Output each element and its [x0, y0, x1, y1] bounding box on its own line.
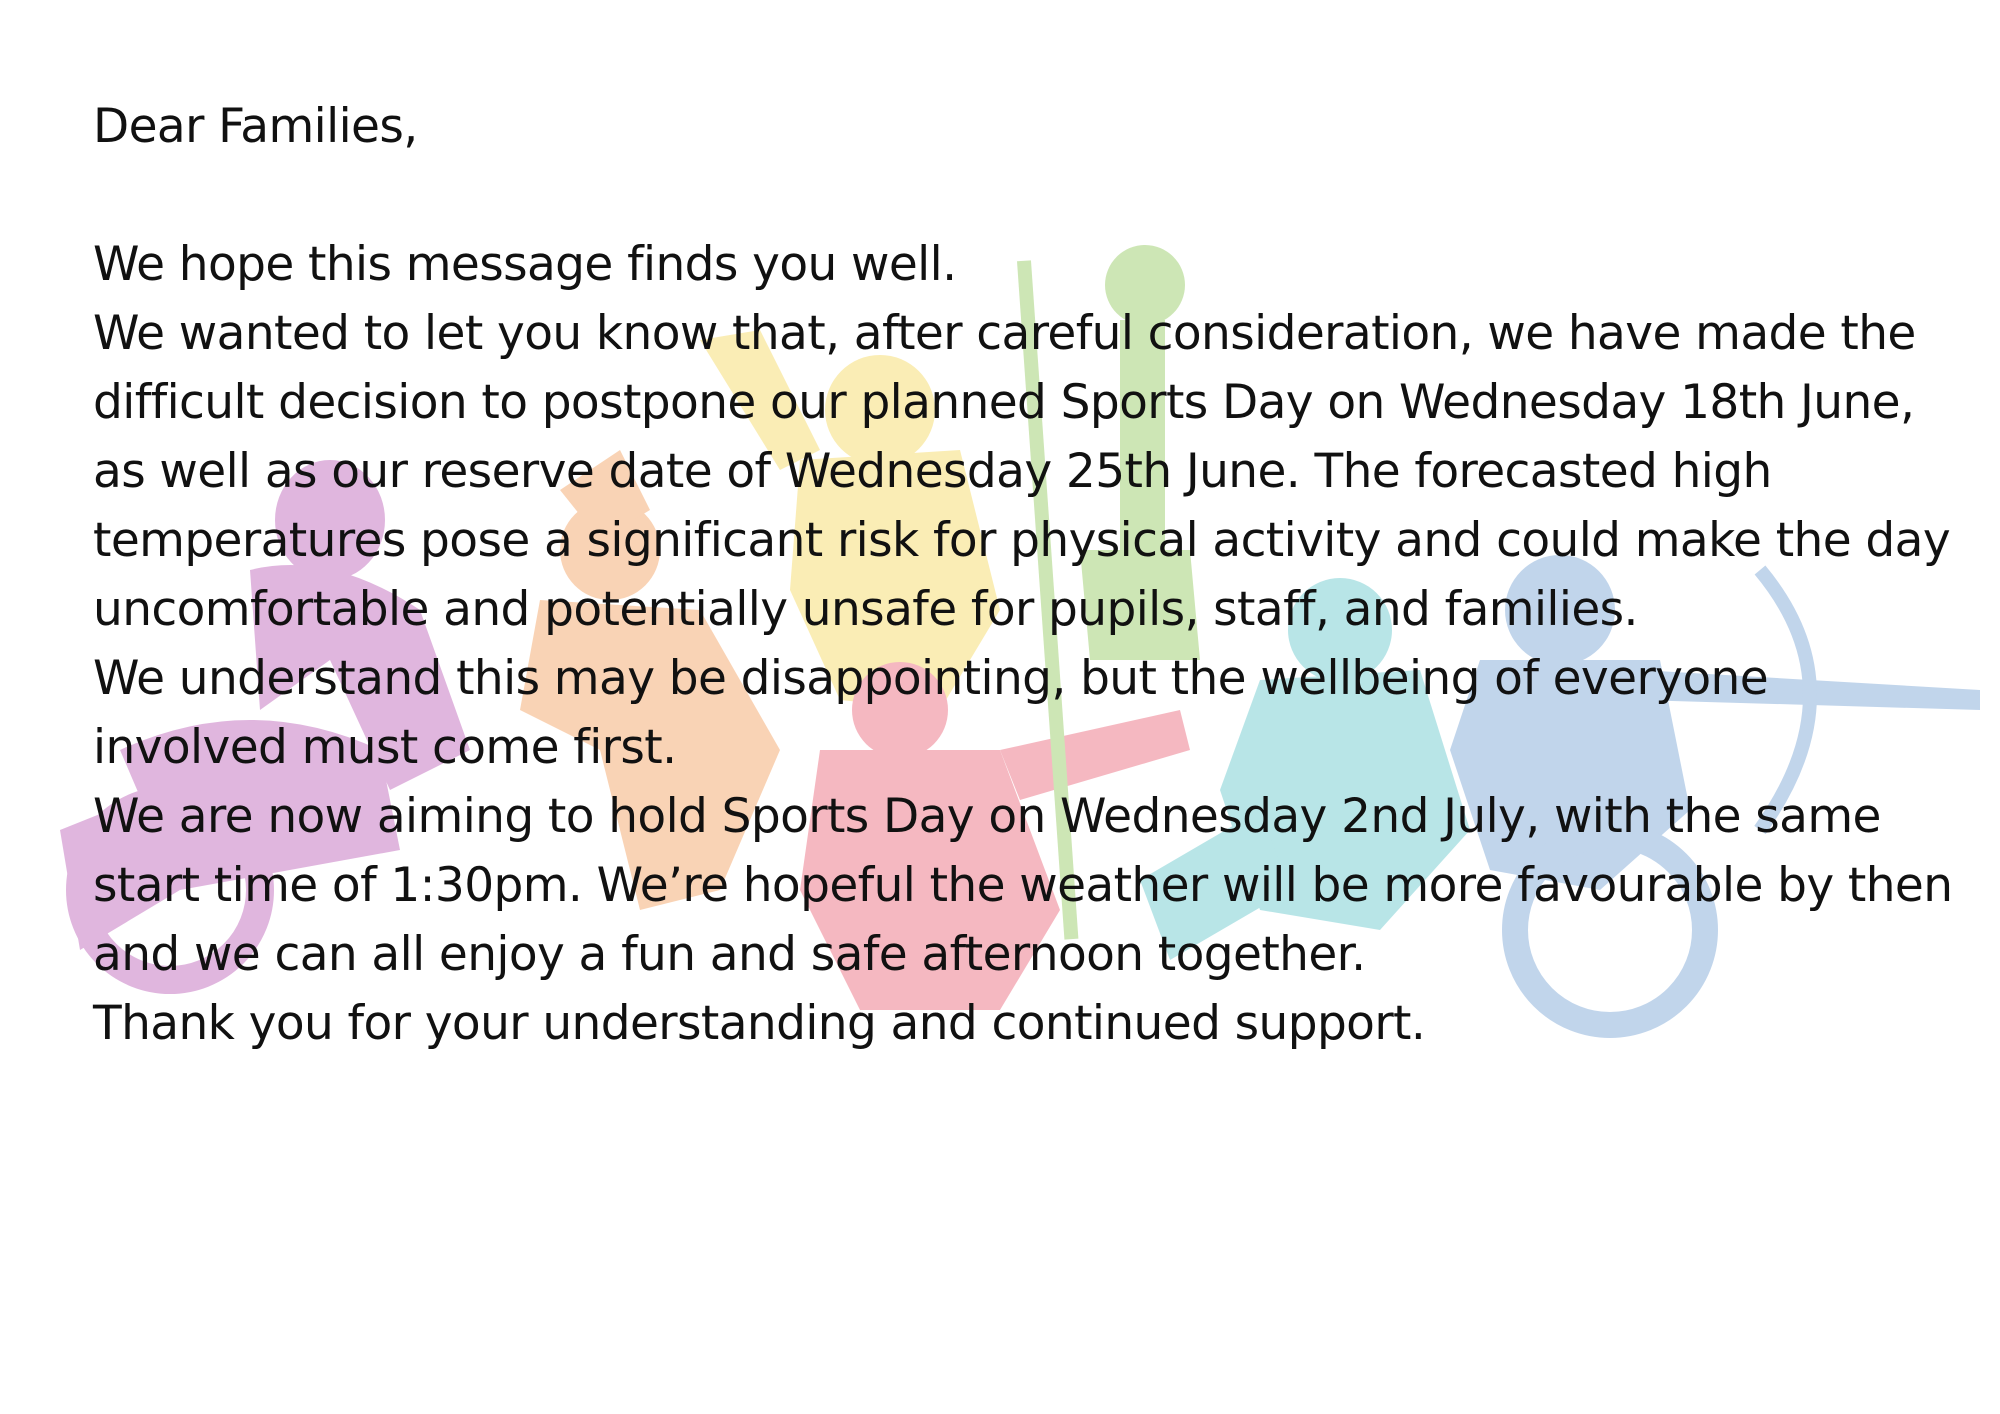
paragraph-thanks: Thank you for your understanding and continued support.: [93, 996, 1426, 1051]
letter-body: [93, 92, 1973, 1058]
paragraph-postponement: We wanted to let you know that, after careful consideration, we have made the difficult decision to postpone our planned Sports Day on Wednesday 18th June, as well as our reserve date of Wednesday 25th June. The forecasted high temperatures pose a significant risk for physical activity and could make the day uncomfortable and potentially unsafe for pupils, staff, and families.: [93, 306, 1965, 637]
spacer: [93, 161, 1973, 230]
paragraph-wellbeing: We understand this may be disappointing, but the wellbeing of everyone involved must come first.: [93, 651, 1783, 775]
paragraph-new-date: We are now aiming to hold Sports Day on Wednesday 2nd July, with the same start time of 1:30pm. We’re hopeful the weather will be more favourable by then and we can all enjoy a fun and safe afternoon together.: [93, 789, 1967, 982]
salutation: Dear Families,: [93, 99, 418, 154]
paragraph-greeting: We hope this message finds you well.: [93, 237, 957, 292]
